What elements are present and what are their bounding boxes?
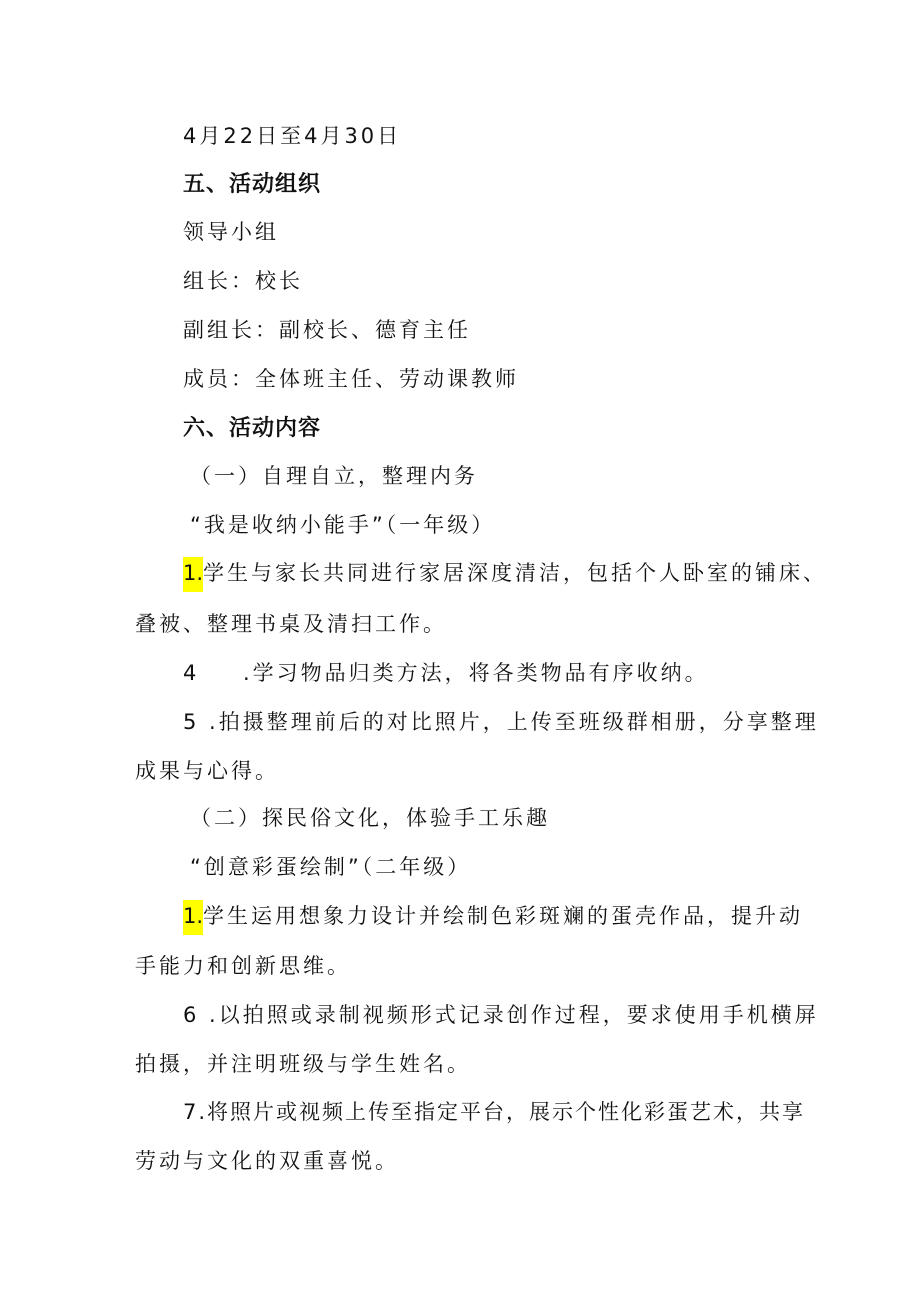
part-1-title: （一）自理自立，整理内务 xyxy=(190,464,478,488)
section-6-heading: 六、活动内容 xyxy=(183,416,322,441)
highlighted-number: 1. xyxy=(183,900,203,935)
part-2-item-3: 7.将照片或视频上传至指定平台，展示个性化彩蛋艺术，共享 xyxy=(183,1100,806,1124)
deputy-leader: 副组长：副校长、德育主任 xyxy=(183,318,471,342)
part-2-item-1 xyxy=(183,906,803,927)
part-2-title: （二）探民俗文化，体验手工乐趣 xyxy=(190,806,550,830)
item-number: 4 xyxy=(183,661,197,685)
part-1-item-3-continued: 成果与心得。 xyxy=(135,759,279,783)
highlighted-number: 1. xyxy=(183,557,203,592)
part-2-item-3-continued: 劳动与文化的双重喜悦。 xyxy=(135,1149,399,1173)
part-2-item-2: 6 .以拍照或录制视频形式记录创作过程，要求使用手机横屏 xyxy=(183,1003,819,1027)
section-5-heading: 五、活动组织 xyxy=(183,172,322,197)
group-members: 成员：全体班主任、劳动课教师 xyxy=(183,367,519,391)
part-2-subtitle: “创意彩蛋绘制”（二年级） xyxy=(190,855,472,879)
part-2-item-2-continued: 拍摄，并注明班级与学生姓名。 xyxy=(135,1052,471,1076)
item-text: .学习物品归类方法，将各类物品有序收纳。 xyxy=(243,661,709,685)
part-2-item-1-continued: 手能力和创新思维。 xyxy=(135,954,351,978)
item-text: 学生与家长共同进行家居深度清洁，包括个人卧室的铺床、 xyxy=(203,561,828,585)
part-1-item-3: 5 .拍摄整理前后的对比照片，上传至班级群相册，分享整理 xyxy=(183,710,819,734)
part-1-item-2 xyxy=(183,663,709,684)
part-1-subtitle: “我是收纳小能手”（一年级） xyxy=(190,513,496,537)
group-leader: 组长：校长 xyxy=(183,269,303,293)
part-1-item-1 xyxy=(183,563,827,584)
part-1-item-1-continued: 叠被、整理书桌及清扫工作。 xyxy=(135,612,447,636)
item-text: 学生运用想象力设计并绘制色彩斑斓的蛋壳作品，提升动 xyxy=(203,904,804,928)
leadership-group-title: 领导小组 xyxy=(183,220,279,244)
date-range: 4月22日至4月30日 xyxy=(183,124,402,148)
